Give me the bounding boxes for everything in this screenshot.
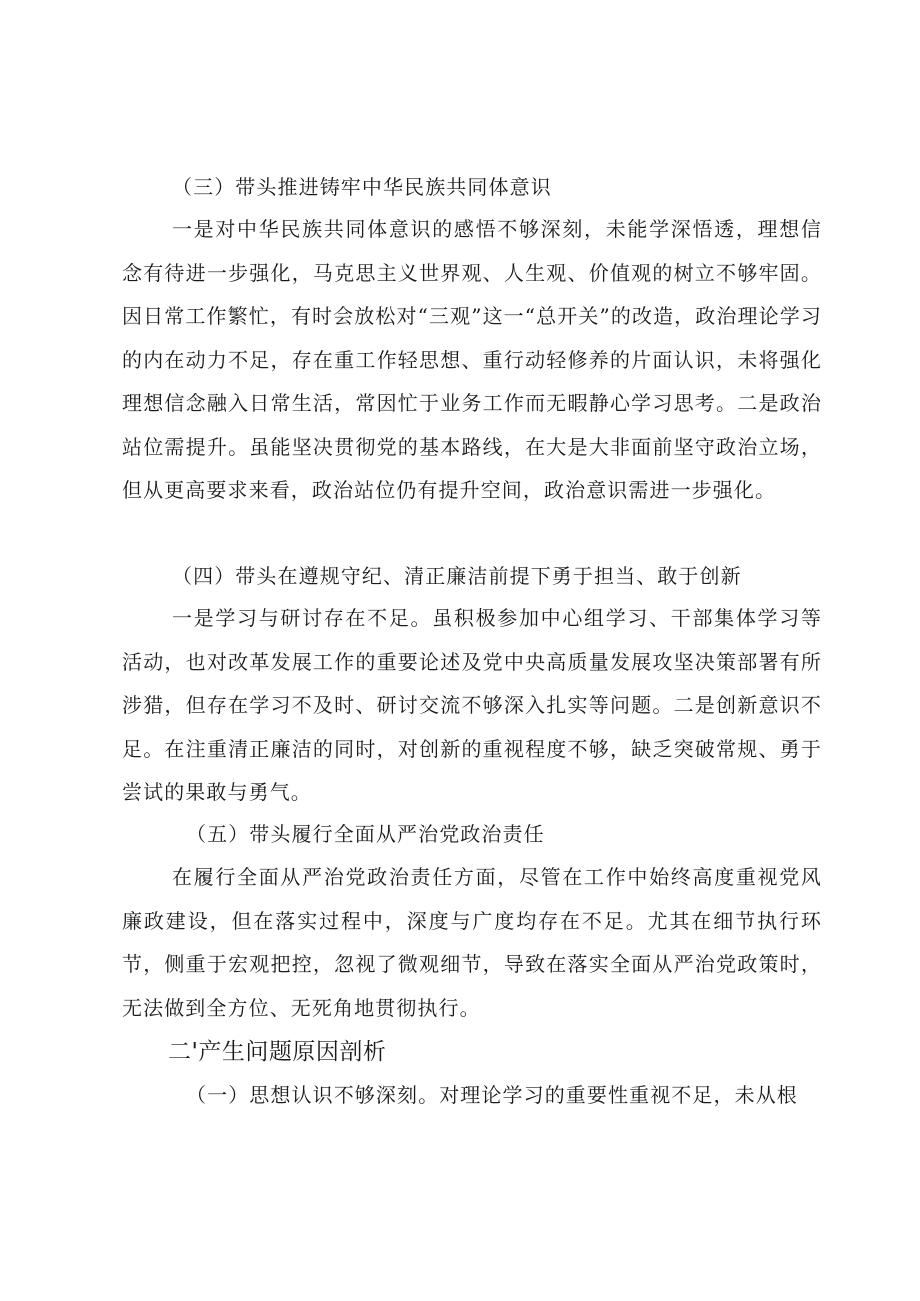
part-2-heading: 二'产生问题原因剖析 [168,1039,387,1065]
part-2-subsection-1-line: （一）思想认识不够深刻。对理论学习的重要性重视不足，未从根 [186,1083,798,1107]
section-4-heading: （四）带头在遵规守纪、清正廉洁前提下勇于担当、敢于创新 [172,564,742,588]
section-5-heading: （五）带头履行全面从严治党政治责任 [186,822,545,846]
section-4-body: 一是学习与研讨存在不足。虽积极参加中心组学习、干部集体学习等活动，也对改革发展工作的重要论述及党中央高质量发展攻坚决策部署有所涉猎，但存在学习不及时、研讨交流不够深入扎实等问题。二是创新意识不足。在注重清正廉洁的同时，对创新的重视程度不够，缺乏突破常规、勇于尝试的果敢与勇气。 [122,606,822,804]
section-3-heading: （三）带头推进铸牢中华民族共同体意识 [172,175,552,199]
section-3-body: 一是对中华民族共同体意识的感悟不够深刻，未能学深悟透，理想信念有待进一步强化，马克思主义世界观、人生观、价值观的树立不够牢固。因日常工作繁忙，有时会放松对“三观”这一“总开关”的改造，政治理论学习的内在动力不足，存在重工作轻思想、重行动轻修养的片面认识，未将强化理想信念融入日常生活，常因忙于业务工作而无暇静心学习思考。二是政治站位需提升。虽能坚决贯彻党的基本路线，在大是大非面前坚守政治立场，但从更高要求来看，政治站位仍有提升空间，政治意识需进一步强化。 [122,217,822,502]
section-5-body: 在履行全面从严治党政治责任方面，尽管在工作中始终高度重视党风廉政建设，但在落实过程中，深度与广度均存在不足。尤其在细节执行环节，侧重于宏观把控，忽视了微观细节，导致在落实全面从严治党政策时，无法做到全方位、无死角地贯彻执行。 [122,865,822,1020]
